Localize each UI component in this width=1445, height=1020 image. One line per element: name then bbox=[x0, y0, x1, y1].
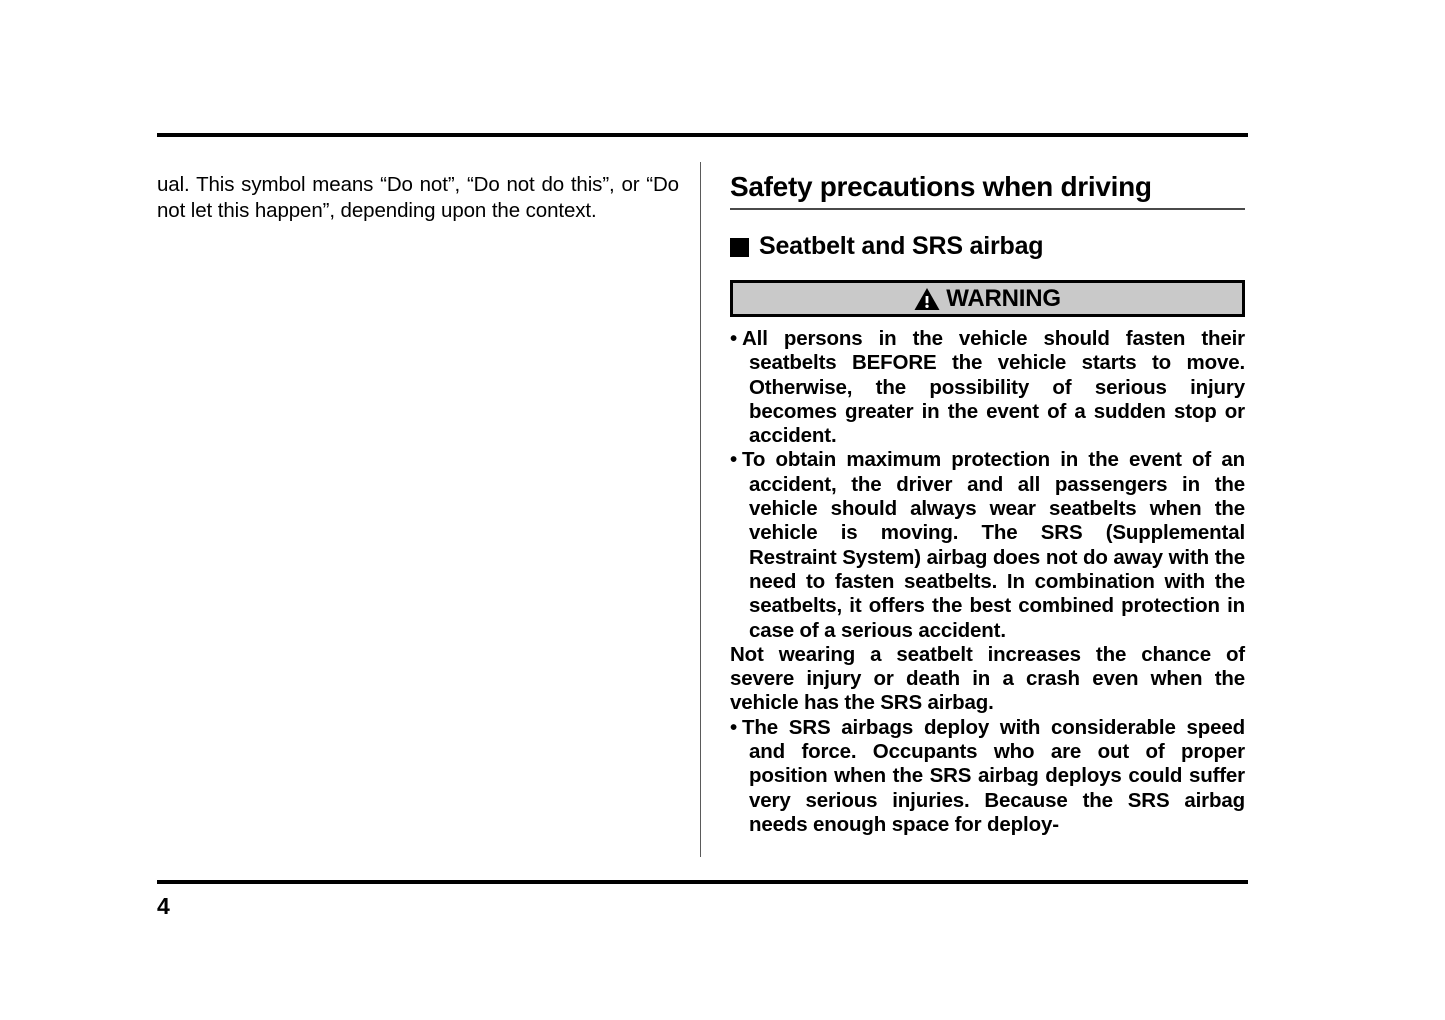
subsection-heading bbox=[730, 232, 1245, 260]
left-column bbox=[157, 172, 679, 224]
page-title: Safety precautions when driving bbox=[730, 171, 1152, 202]
column-divider bbox=[700, 162, 701, 857]
footer-rule bbox=[157, 880, 1248, 884]
warning-triangle-icon bbox=[914, 287, 940, 311]
continued-paragraph: ual. This symbol means “Do not”, “Do not do this”, or “Do not let this happen”, depending upon the context. bbox=[157, 173, 679, 222]
warning-paragraph-text: To obtain maximum protection in the event of an accident, the driver and all passengers in the vehicle should always wear seatbelts when the vehicle is moving. The SRS (Supplemental Restraint System) airbag does not do away with the need to fasten seatbelts. In combination with the seatbelts, it offers the best combined protection in case of a serious accident. bbox=[742, 448, 1245, 642]
bullet-dot-icon: • bbox=[730, 327, 738, 350]
warning-banner-inner bbox=[914, 284, 1061, 312]
right-column bbox=[730, 170, 1245, 837]
subsection-title: Seatbelt and SRS airbag bbox=[759, 232, 1044, 260]
header-rule bbox=[157, 133, 1248, 137]
warning-paragraph bbox=[730, 643, 1245, 716]
title-underline bbox=[730, 208, 1245, 210]
bullet-dot-icon: • bbox=[730, 448, 738, 472]
black-square-icon bbox=[730, 238, 749, 257]
warning-paragraph bbox=[730, 327, 1245, 448]
warning-paragraph-text: The SRS airbags deploy with considerable speed and force. Occupants who are out of proper position when the SRS airbag deploys could suffer very serious injuries. Because the SRS airbag needs enough space for deploy- bbox=[742, 715, 1245, 836]
warning-paragraph-text: All persons in the vehicle should fasten their seatbelts BEFORE the vehicle starts to move. Otherwise, the possibility of serious injury becomes greater in the event of a sudden stop or accident. bbox=[742, 327, 1245, 448]
warning-banner bbox=[730, 280, 1245, 317]
warning-body bbox=[730, 327, 1245, 837]
bullet-dot-icon: • bbox=[730, 715, 738, 739]
warning-paragraph bbox=[730, 716, 1245, 837]
warning-paragraph bbox=[730, 448, 1245, 642]
page-number: 4 bbox=[157, 893, 170, 919]
warning-label: WARNING bbox=[946, 284, 1061, 312]
warning-paragraph-text: Not wearing a seatbelt increases the chance of severe injury or death in a crash even when the vehicle has the SRS airbag. bbox=[730, 642, 1245, 715]
